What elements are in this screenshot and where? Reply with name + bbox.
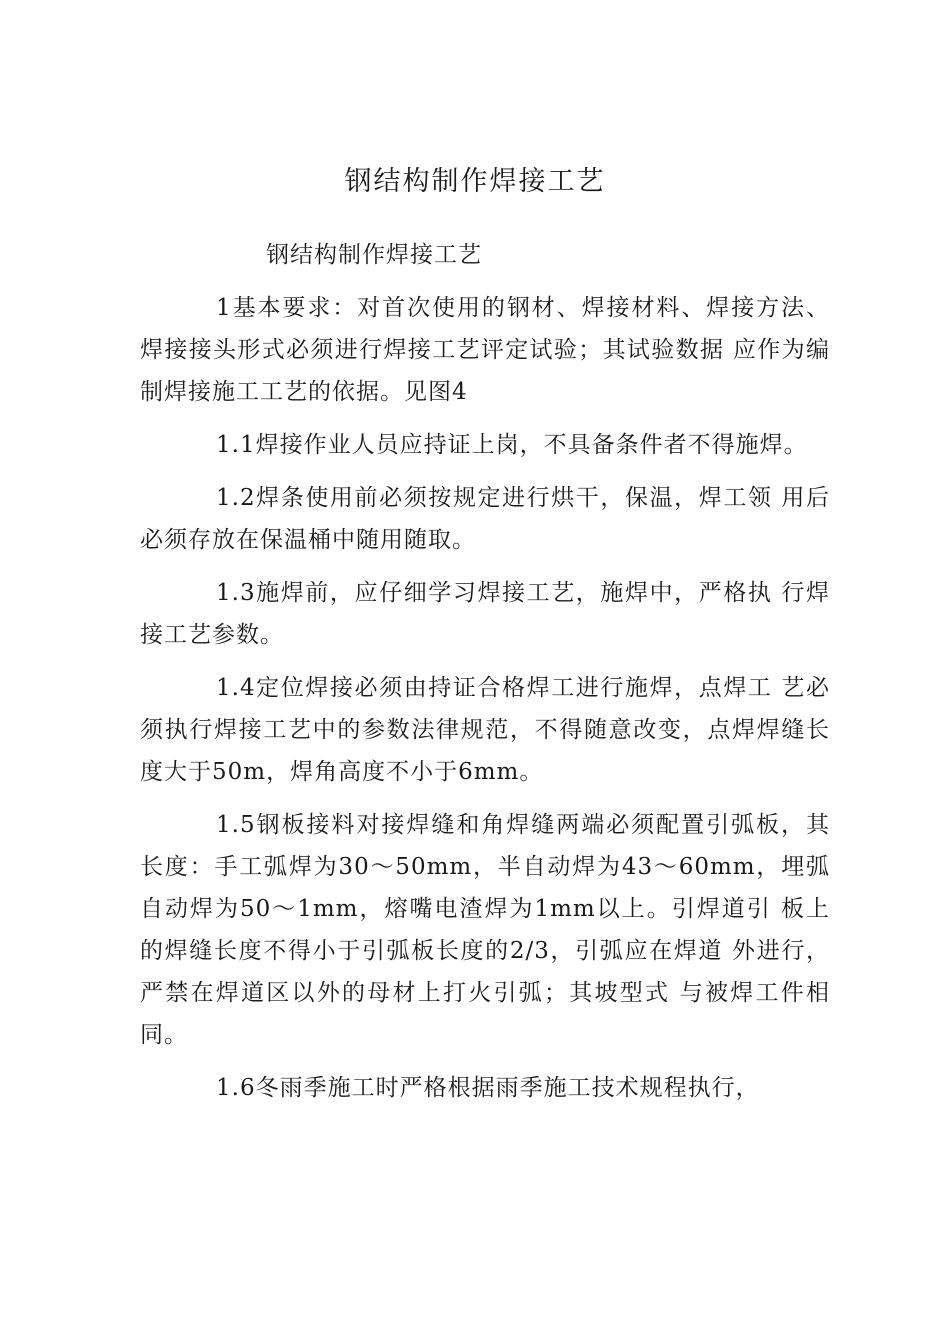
paragraph-1-1: 1.1焊接作业人员应持证上岗，不具备条件者不得施焊。 xyxy=(216,432,808,458)
paragraph-1-6: 1.6冬雨季施工时严格根据雨季施工技术规程执行， xyxy=(216,1075,760,1101)
document-subtitle: 钢结构制作焊接工艺 xyxy=(266,242,482,268)
document-body xyxy=(140,234,830,1120)
paragraph-1-2: 1.2焊条使用前必须按规定进行烘干，保温，焊工领 用后必须存放在保温桶中随用随取。 xyxy=(140,485,830,553)
paragraph-1-3: 1.3施焊前，应仔细学习焊接工艺，施焊中，严格执 行焊接工艺参数。 xyxy=(140,580,830,648)
paragraph-1-4: 1.4定位焊接必须由持证合格焊工进行施焊，点焊工 艺必须执行焊接工艺中的参数法律规范，不得随意改变，点焊焊缝长度大于50m，焊角高度不小于6mm。 xyxy=(140,675,830,785)
paragraph-basic-requirements: 1基本要求：对首次使用的钢材、焊接材料、焊接方法、焊接接头形式必须进行焊接工艺评定试验；其试验数据 应作为编制焊接施工工艺的依据。见图4 xyxy=(140,295,830,405)
document-title: 钢结构制作焊接工艺 xyxy=(344,166,606,197)
paragraph-1-5: 1.5钢板接料对接焊缝和角焊缝两端必须配置引弧板，其长度：手工弧焊为30〜50mm，半自动焊为43〜60mm，埋弧 自动焊为50〜1mm，熔嘴电渣焊为1mm以上。引焊道引 板上的焊缝长度不得小于引弧板长度的2/3，引弧应在焊道 外进行，严禁在焊道区以外的母材上打火引弧；其坡型式 与被焊工件相同。 xyxy=(140,812,830,1048)
